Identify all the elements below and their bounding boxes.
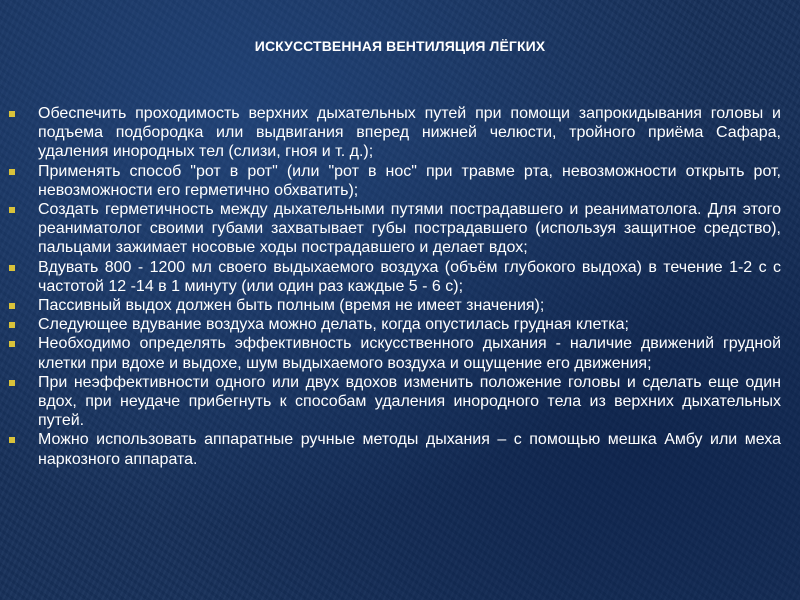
square-bullet-icon [9, 322, 15, 328]
bullet-item [0, 296, 800, 315]
bullet-text: Применять способ "рот в рот" (или "рот в нос" при травме рта, невозможности открыть рот, невозможности его герметично обхватить); [38, 162, 781, 199]
square-bullet-icon [9, 341, 15, 347]
square-bullet-icon [9, 169, 15, 175]
bullet-text: Вдувать 800 - 1200 мл своего выдыхаемого воздуха (объём глубокого выдоха) в течение 1-2 с с частотой 12 -14 в 1 минуту (или один раз каждые 5 - 6 с); [38, 258, 781, 295]
bullet-item [0, 430, 800, 468]
bullet-text: Можно использовать аппаратные ручные методы дыхания – с помощью мешка Амбу или меха наркозного аппарата. [38, 431, 781, 468]
square-bullet-icon [9, 111, 15, 117]
bullet-text: Необходимо определять эффективность искусственного дыхания - наличие движений грудной клетки при вдохе и выдохе, шум выдыхаемого воздуха и ощущение его движения; [38, 335, 781, 372]
square-bullet-icon [9, 437, 15, 443]
bullet-item [0, 200, 800, 258]
bullet-item [0, 258, 800, 296]
bullet-item [0, 315, 800, 334]
bullet-item [0, 162, 800, 200]
square-bullet-icon [9, 380, 15, 386]
bullet-text: Создать герметичность между дыхательными путями пострадавшего и реаниматолога. Для этого реаниматолог своими губами захватывает губы пострадавшего (используя защитное средство), пальцами зажимает носовые ходы пострадавшего и делает вдох; [38, 201, 781, 257]
bullet-item [0, 373, 800, 431]
bullet-text: Пассивный выдох должен быть полным (время не имеет значения); [38, 297, 545, 315]
square-bullet-icon [9, 265, 15, 271]
bullet-list [0, 104, 800, 469]
bullet-text: Следующее вдувание воздуха можно делать, когда опустилась грудная клетка; [38, 316, 629, 334]
square-bullet-icon [9, 207, 15, 213]
slide-title: ИСКУССТВЕННАЯ ВЕНТИЛЯЦИЯ ЛЁГКИХ [254, 38, 546, 54]
bullet-item [0, 334, 800, 372]
bullet-item [0, 104, 800, 162]
bullet-text: Обеспечить проходимость верхних дыхательных путей при помощи запрокидывания головы и подъема подбородка или выдвигания вперед нижней челюсти, тройного приёма Сафара, удаления инородных тел (слизи, гноя и т. д.); [38, 105, 781, 161]
bullet-text: При неэффективности одного или двух вдохов изменить положение головы и сделать еще один вдох, при неудаче прибегнуть к способам удаления инородного тела из верхних дыхательных путей. [38, 373, 781, 430]
square-bullet-icon [9, 303, 15, 309]
